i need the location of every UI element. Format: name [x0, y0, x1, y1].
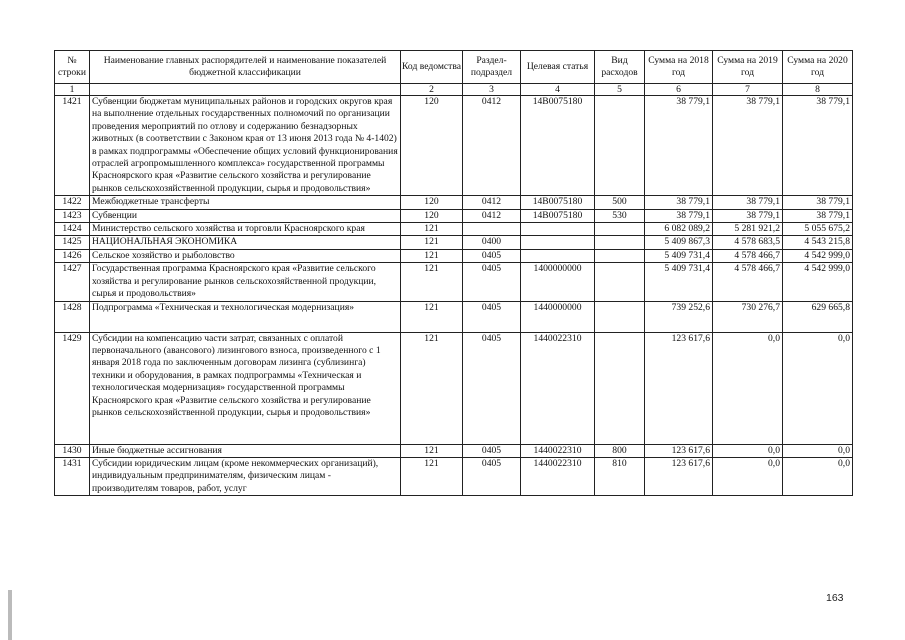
scan-edge-mark [8, 590, 12, 640]
row-dept-code: 121 [401, 457, 463, 495]
row-name: Иные бюджетные ассигнования [90, 444, 401, 457]
row-target-item: 14В0075180 [521, 96, 595, 196]
row-section: 0412 [463, 209, 521, 222]
header-sum-2018: Сумма на 2018 год [645, 51, 713, 84]
row-dept-code: 120 [401, 209, 463, 222]
row-name: Субвенции [90, 209, 401, 222]
row-target-item: 1440022310 [521, 332, 595, 444]
row-number: 1430 [55, 444, 90, 457]
row-sum-2019: 730 276,7 [713, 301, 783, 332]
row-name: Сельское хозяйство и рыболовство [90, 249, 401, 262]
table-row [55, 236, 853, 249]
table-row [55, 196, 853, 209]
row-sum-2020: 5 055 675,2 [783, 223, 853, 236]
header-expense-type: Вид расходов [595, 51, 645, 84]
row-sum-2019: 0,0 [713, 332, 783, 444]
table-row [55, 301, 853, 332]
row-name: Подпрограмма «Техническая и технологическая модернизация» [90, 301, 401, 332]
column-index-6: 6 [645, 84, 713, 96]
row-sum-2019: 38 779,1 [713, 196, 783, 209]
header-sum-2019: Сумма на 2019 год [713, 51, 783, 84]
row-section: 0405 [463, 444, 521, 457]
row-sum-2018: 5 409 731,4 [645, 249, 713, 262]
row-target-item [521, 236, 595, 249]
row-name: Субсидии на компенсацию части затрат, связанных с оплатой первоначального (авансового) лизингового взноса, произведенного с 1 января 2018 года по заключенным договорам лизинга (сублизинга) техники и оборудования, в рамках подпрограммы «Техническая и технологическая модернизация» государственной программы Красноярского края «Развитие сельского хозяйства и регулирование рынков сельскохозяйственной продукции, сырья и продовольствия» [90, 332, 401, 444]
row-target-item [521, 223, 595, 236]
row-target-item: 1400000000 [521, 263, 595, 301]
row-expense-type: 530 [595, 209, 645, 222]
row-sum-2018: 6 082 089,2 [645, 223, 713, 236]
row-number: 1428 [55, 301, 90, 332]
header-sum-2020: Сумма на 2020 год [783, 51, 853, 84]
row-dept-code: 121 [401, 236, 463, 249]
row-dept-code: 121 [401, 263, 463, 301]
row-expense-type [595, 332, 645, 444]
row-expense-type: 500 [595, 196, 645, 209]
row-name: Министерство сельского хозяйства и торговли Красноярского края [90, 223, 401, 236]
row-section: 0405 [463, 249, 521, 262]
row-sum-2019: 38 779,1 [713, 96, 783, 196]
row-sum-2019: 38 779,1 [713, 209, 783, 222]
page-number: 163 [826, 592, 844, 604]
row-dept-code: 121 [401, 444, 463, 457]
row-number: 1425 [55, 236, 90, 249]
row-sum-2018: 5 409 731,4 [645, 263, 713, 301]
column-index-5: 5 [595, 84, 645, 96]
row-dept-code: 121 [401, 332, 463, 444]
row-dept-code: 121 [401, 223, 463, 236]
row-target-item: 14В0075180 [521, 196, 595, 209]
row-name: Межбюджетные трансферты [90, 196, 401, 209]
row-name: Субсидии юридическим лицам (кроме некоммерческих организаций), индивидуальным предпринимателям, физическим лицам - производителям товаров, работ, услуг [90, 457, 401, 495]
table-row [55, 249, 853, 262]
column-index-1: 1 [55, 84, 90, 96]
row-section: 0405 [463, 457, 521, 495]
row-expense-type [595, 301, 645, 332]
row-sum-2018: 123 617,6 [645, 457, 713, 495]
row-sum-2020: 0,0 [783, 457, 853, 495]
row-dept-code: 120 [401, 96, 463, 196]
row-sum-2020: 629 665,8 [783, 301, 853, 332]
row-sum-2019: 0,0 [713, 444, 783, 457]
table-row [55, 223, 853, 236]
row-number: 1431 [55, 457, 90, 495]
column-index-1b [90, 84, 401, 96]
row-sum-2020: 0,0 [783, 332, 853, 444]
table-row [55, 209, 853, 222]
row-target-item [521, 249, 595, 262]
row-sum-2020: 4 542 999,0 [783, 263, 853, 301]
row-target-item: 1440000000 [521, 301, 595, 332]
budget-table [54, 50, 853, 496]
row-sum-2020: 38 779,1 [783, 209, 853, 222]
row-name: НАЦИОНАЛЬНАЯ ЭКОНОМИКА [90, 236, 401, 249]
row-expense-type [595, 223, 645, 236]
row-expense-type: 800 [595, 444, 645, 457]
row-expense-type [595, 96, 645, 196]
row-sum-2019: 4 578 466,7 [713, 249, 783, 262]
row-number: 1426 [55, 249, 90, 262]
header-dept-code: Код ведомства [401, 51, 463, 84]
row-dept-code: 120 [401, 196, 463, 209]
column-index-8: 8 [783, 84, 853, 96]
row-target-item: 1440022310 [521, 457, 595, 495]
column-index-2: 2 [401, 84, 463, 96]
row-expense-type [595, 236, 645, 249]
table-row [55, 263, 853, 301]
table-row [55, 444, 853, 457]
row-sum-2018: 739 252,6 [645, 301, 713, 332]
row-section: 0405 [463, 301, 521, 332]
row-number: 1421 [55, 96, 90, 196]
table-row [55, 332, 853, 444]
row-sum-2020: 38 779,1 [783, 96, 853, 196]
row-expense-type: 810 [595, 457, 645, 495]
row-sum-2019: 4 578 683,5 [713, 236, 783, 249]
column-index-4: 4 [521, 84, 595, 96]
header-section: Раздел-подраздел [463, 51, 521, 84]
row-section: 0412 [463, 96, 521, 196]
header-row [55, 51, 853, 84]
header-num: № строки [55, 51, 90, 84]
table-row [55, 96, 853, 196]
row-sum-2018: 123 617,6 [645, 444, 713, 457]
row-number: 1422 [55, 196, 90, 209]
row-name: Субвенции бюджетам муниципальных районов и городских округов края на выполнение отдельных государственных полномочий по организации проведения мероприятий по отлову и содержанию безнадзорных животных (в соответствии с Законом края от 13 июня 2013 года № 4-1402) в рамках подпрограммы «Обеспечение общих условий функционирования отраслей агропромышленного комплекса» государственной программы Красноярского края «Развитие сельского хозяйства и регулирование рынков сельскохозяйственной продукции, сырья и продовольствия» [90, 96, 401, 196]
column-index-row [55, 84, 853, 96]
column-index-7: 7 [713, 84, 783, 96]
table-row [55, 457, 853, 495]
row-sum-2018: 38 779,1 [645, 196, 713, 209]
row-target-item: 14В0075180 [521, 209, 595, 222]
row-sum-2020: 4 543 215,8 [783, 236, 853, 249]
row-sum-2020: 0,0 [783, 444, 853, 457]
row-sum-2019: 4 578 466,7 [713, 263, 783, 301]
row-expense-type [595, 249, 645, 262]
table-body [55, 96, 853, 496]
row-sum-2018: 5 409 867,3 [645, 236, 713, 249]
header-target-item: Целевая статья [521, 51, 595, 84]
row-section [463, 223, 521, 236]
row-dept-code: 121 [401, 249, 463, 262]
row-section: 0400 [463, 236, 521, 249]
header-name: Наименование главных распорядителей и наименование показателей бюджетной классификации [90, 51, 401, 84]
row-expense-type [595, 263, 645, 301]
column-index-3: 3 [463, 84, 521, 96]
row-section: 0412 [463, 196, 521, 209]
row-section: 0405 [463, 332, 521, 444]
row-sum-2018: 123 617,6 [645, 332, 713, 444]
row-sum-2018: 38 779,1 [645, 96, 713, 196]
row-section: 0405 [463, 263, 521, 301]
row-sum-2020: 4 542 999,0 [783, 249, 853, 262]
row-sum-2019: 5 281 921,2 [713, 223, 783, 236]
row-number: 1429 [55, 332, 90, 444]
row-number: 1424 [55, 223, 90, 236]
row-name: Государственная программа Красноярского края «Развитие сельского хозяйства и регулирование рынков сельскохозяйственной продукции, сырья и продовольствия» [90, 263, 401, 301]
row-sum-2018: 38 779,1 [645, 209, 713, 222]
row-number: 1423 [55, 209, 90, 222]
row-dept-code: 121 [401, 301, 463, 332]
row-sum-2020: 38 779,1 [783, 196, 853, 209]
row-target-item: 1440022310 [521, 444, 595, 457]
row-number: 1427 [55, 263, 90, 301]
row-sum-2019: 0,0 [713, 457, 783, 495]
